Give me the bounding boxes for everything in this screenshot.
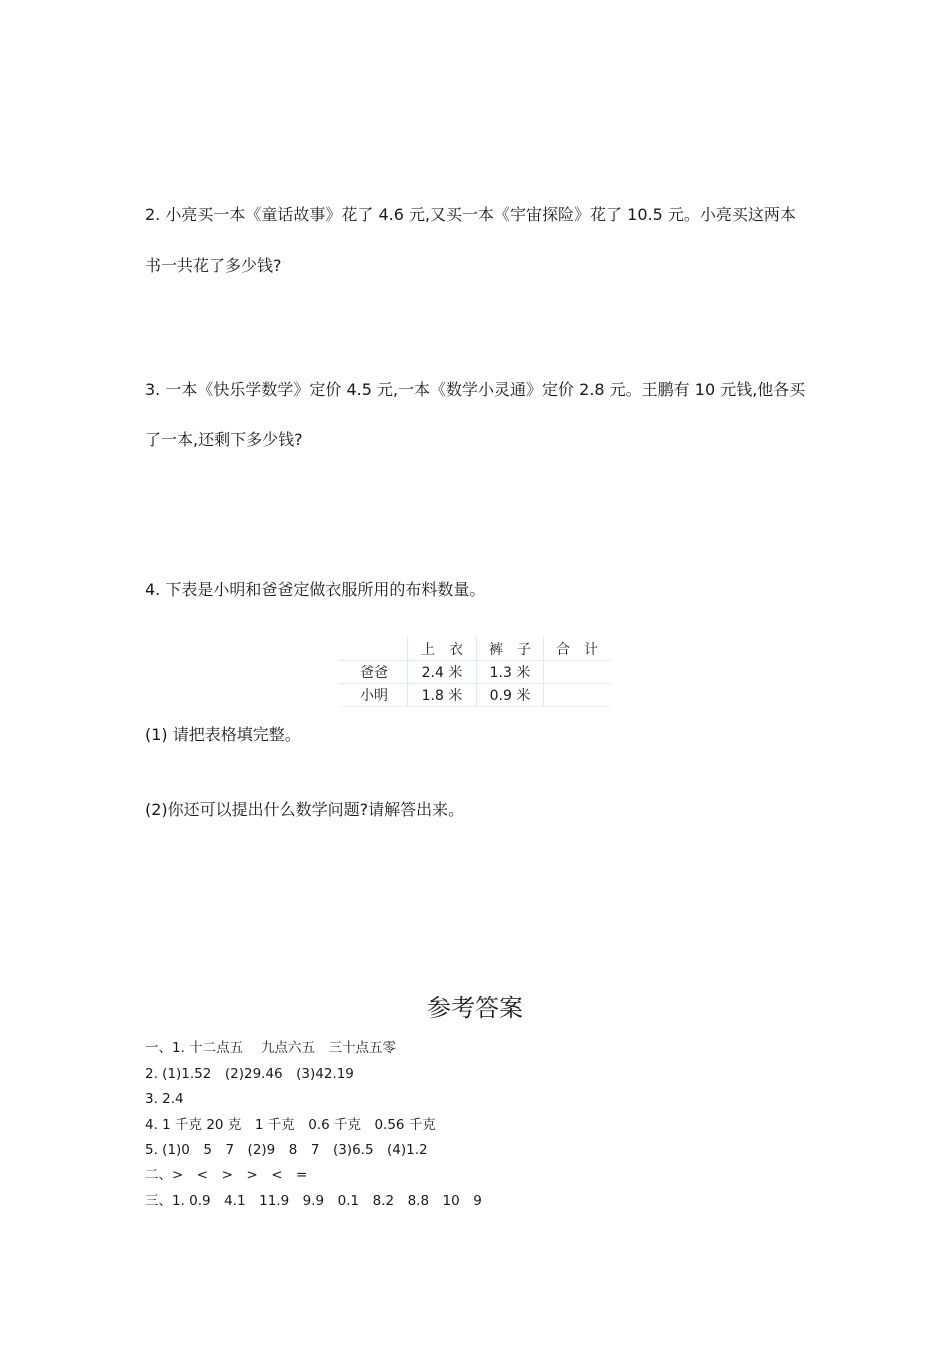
table-cell: 1.3 米 [477, 661, 544, 684]
table-cell: 2.4 米 [408, 661, 477, 684]
table-cell [544, 684, 611, 707]
table-cell: 0.9 米 [477, 684, 544, 707]
table-row [341, 684, 611, 707]
table-cell [544, 661, 611, 684]
problem-2-line-1: 2. 小亮买一本《童话故事》花了 4.6 元,又买一本《宇宙探险》花了 10.5 元。小亮买这两本 [145, 205, 796, 224]
problem-4-question-2: (2)你还可以提出什么数学问题?请解答出来。 [145, 800, 465, 819]
answer-line: 5. (1)0 5 7 (2)9 8 7 (3)6.5 (4)1.2 [145, 1142, 428, 1158]
table-row [341, 661, 611, 684]
table-cell: 1.8 米 [408, 684, 477, 707]
fabric-table [340, 637, 611, 707]
table-header-cell: 合 计 [544, 638, 611, 661]
answers-title: 参考答案 [427, 994, 523, 1022]
table-cell: 爸爸 [341, 661, 408, 684]
table-header-cell [341, 638, 408, 661]
problem-4-question-1: (1) 请把表格填完整。 [145, 725, 301, 744]
problem-3-line-2: 了一本,还剩下多少钱? [145, 430, 303, 449]
answer-line: 3. 2.4 [145, 1091, 184, 1107]
table-cell: 小明 [341, 684, 408, 707]
table-header-cell: 上 衣 [408, 638, 477, 661]
table-header-cell: 裤 子 [477, 638, 544, 661]
problem-2-line-2: 书一共花了多少钱? [145, 256, 282, 275]
answer-line: 4. 1 千克 20 克 1 千克 0.6 千克 0.56 千克 [145, 1117, 436, 1133]
answer-line: 2. (1)1.52 (2)29.46 (3)42.19 [145, 1066, 354, 1082]
table-header-row [341, 638, 611, 661]
answer-line: 二、> < > > < = [145, 1167, 308, 1183]
problem-4-intro: 4. 下表是小明和爸爸定做衣服所用的布料数量。 [145, 580, 486, 599]
problem-3-line-1: 3. 一本《快乐学数学》定价 4.5 元,一本《数学小灵通》定价 2.8 元。王鹏有 10 元钱,他各买 [145, 380, 806, 399]
answer-line: 三、1. 0.9 4.1 11.9 9.9 0.1 8.2 8.8 10 9 [145, 1193, 482, 1209]
answer-line: 一、1. 十二点五 九点六五 三十点五零 [145, 1040, 396, 1056]
